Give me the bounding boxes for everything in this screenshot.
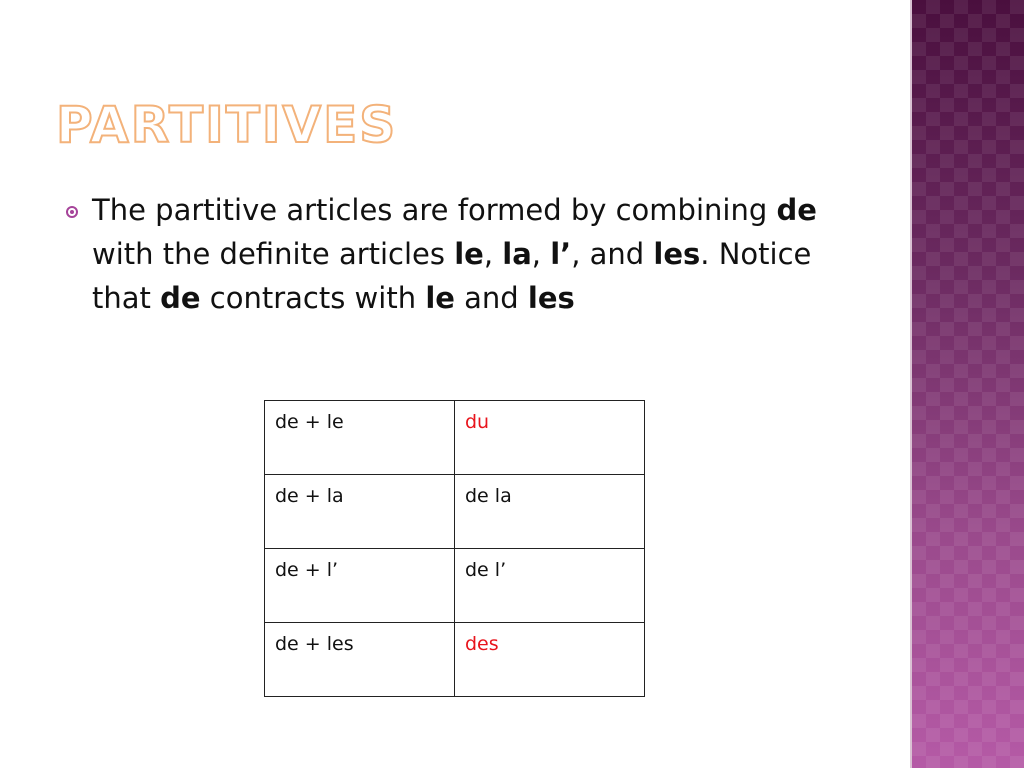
bullet-segment-bold: l’: [550, 237, 572, 271]
slide-title: PARTITIVES: [56, 96, 398, 154]
bullet-point: [60, 188, 860, 320]
table-cell-result: de la: [455, 475, 645, 549]
bullet-segment: with the definite articles: [92, 237, 455, 271]
table-row: [265, 549, 645, 623]
table-row: [265, 475, 645, 549]
table-cell-combination: de + l’: [265, 549, 455, 623]
decorative-side-band: [912, 0, 1024, 768]
table-row: [265, 623, 645, 697]
bullet-segment-bold: le: [454, 237, 484, 271]
bullet-segment: The partitive articles are formed by combining: [92, 193, 777, 227]
partitive-table: [264, 400, 645, 697]
bullet-segment-bold: le: [425, 281, 455, 315]
table-row: [265, 401, 645, 475]
table-cell-combination: de + le: [265, 401, 455, 475]
bullet-segment-bold: les: [653, 237, 701, 271]
table-cell-combination: de + la: [265, 475, 455, 549]
circled-dot-bullet-icon: [66, 206, 78, 218]
table-cell-result: des: [455, 623, 645, 697]
table-cell-result: du: [455, 401, 645, 475]
bullet-segment-bold: les: [527, 281, 575, 315]
bullet-segment-bold: de: [160, 281, 201, 315]
table-cell-combination: de + les: [265, 623, 455, 697]
bullet-segment: ,: [531, 237, 551, 271]
bullet-segment: , and: [571, 237, 654, 271]
bullet-segment: and: [454, 281, 528, 315]
table-cell-result: de l’: [455, 549, 645, 623]
bullet-segment: ,: [483, 237, 503, 271]
bullet-text: [92, 188, 860, 320]
bullet-segment: . Notice that: [92, 237, 812, 315]
bullet-segment-bold: de: [776, 193, 817, 227]
bullet-segment-bold: la: [502, 237, 532, 271]
bullet-segment: contracts with: [200, 281, 426, 315]
